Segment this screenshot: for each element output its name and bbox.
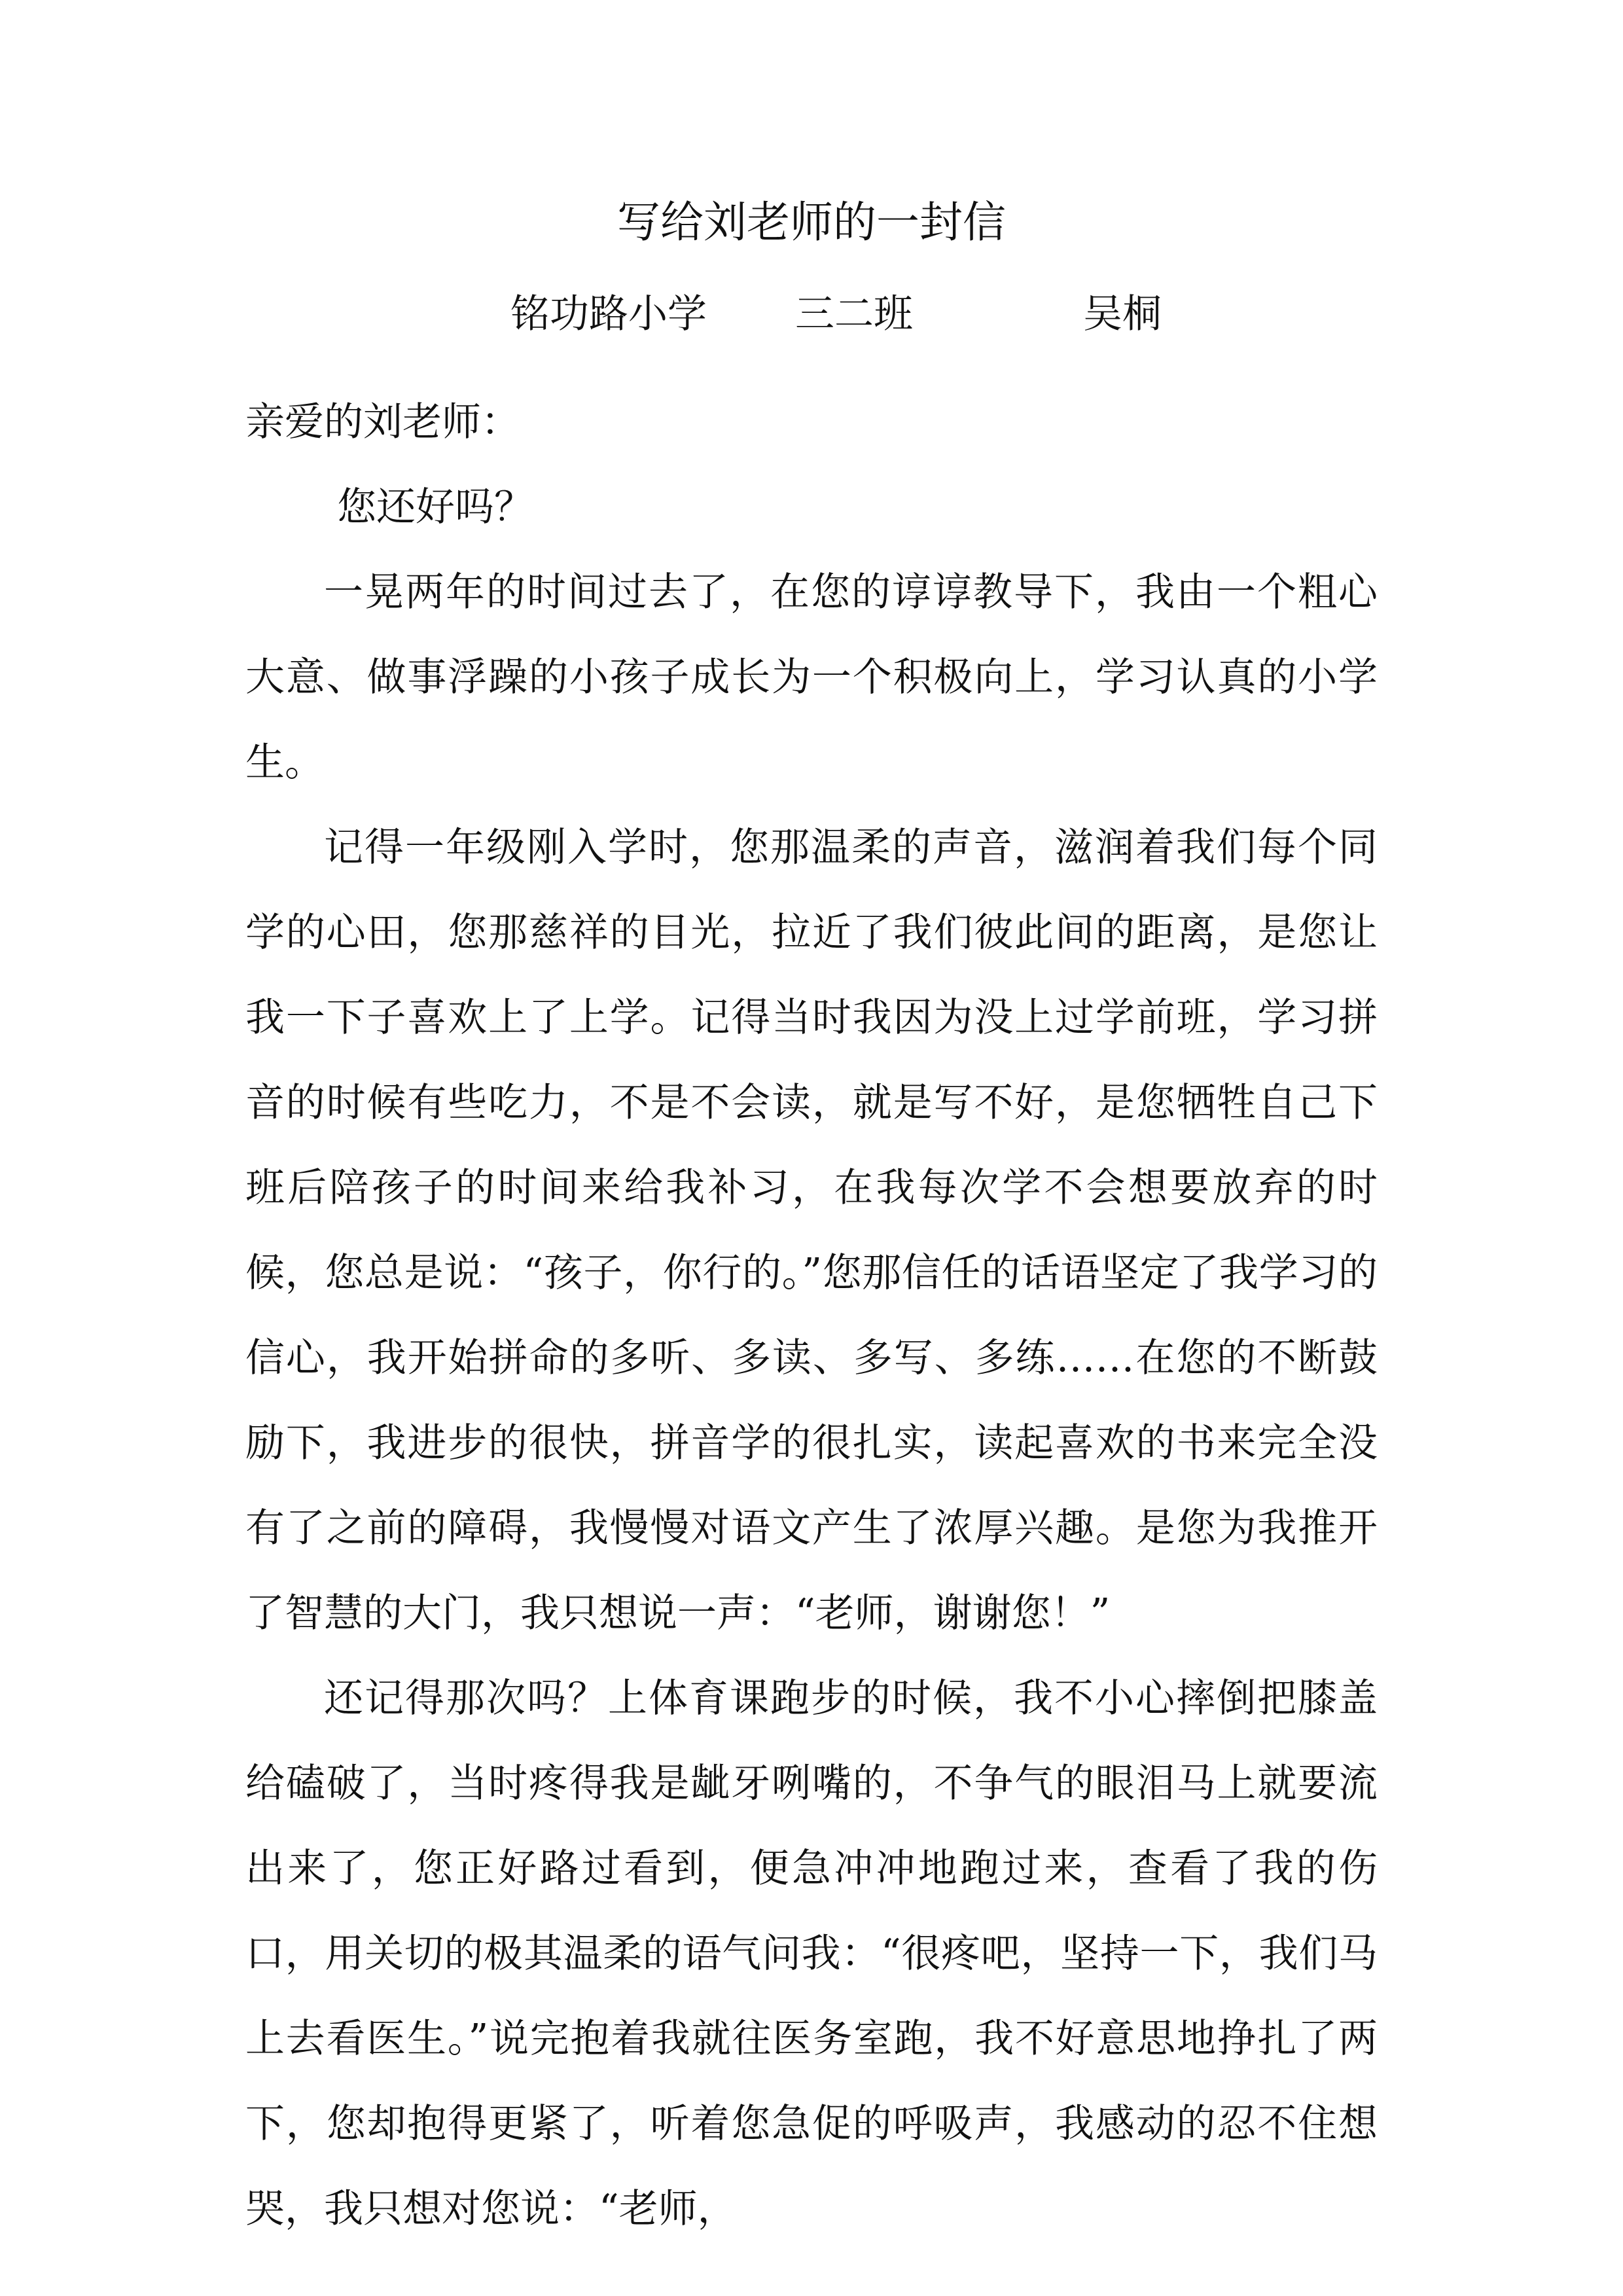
letter-greeting: 亲爱的刘老师： [245, 399, 520, 445]
byline-class: 三二班 [795, 291, 913, 337]
letter-body [245, 380, 1378, 2251]
paragraph: 一晃两年的时间过去了，在您的谆谆教导下，我由一个粗心大意、做事浮躁的小孩子成长为一个积极向上，学习认真的小学生。 [245, 569, 1378, 785]
byline-school: 铭功路小学 [510, 291, 707, 337]
byline-author: 吴桐 [1083, 291, 1162, 337]
paragraph: 还记得那次吗？上体育课跑步的时候，我不小心摔倒把膝盖给磕破了，当时疼得我是龇牙咧嘴的，不争气的眼泪马上就要流出来了，您正好路过看到，便急冲冲地跑过来，查看了我的伤口，用关切的极其温柔的语气问我：“很疼吧，坚持一下，我们马上去看医生。”说完抱着我就往医务室跑，我不好意思地挣扎了两下，您却抱得更紧了，听着您急促的呼吸声，我感动的忍不住想哭，我只想对您说：“老师， [245, 1676, 1378, 2232]
paragraph: 记得一年级刚入学时，您那温柔的声音，滋润着我们每个同学的心田，您那慈祥的目光，拉近了我们彼此间的距离，是您让我一下子喜欢上了上学。记得当时我因为没上过学前班，学习拼音的时候有些吃力，不是不会读，就是写不好，是您牺牲自己下班后陪孩子的时间来给我补习，在我每次学不会想要放弃的时候，您总是说：“孩子，你行的。”您那信任的话语坚定了我学习的信心，我开始拼命的多听、多读、多写、多练……在您的不断鼓励下，我进步的很快，拼音学的很扎实，读起喜欢的书来完全没有了之前的障碍，我慢慢对语文产生了浓厚兴趣。是您为我推开了智慧的大门，我只想说一声：“老师，谢谢您！” [245, 825, 1378, 1636]
letter-title: 写给刘老师的一封信 [617, 197, 1006, 247]
paragraph: 您还好吗？ [337, 484, 533, 530]
